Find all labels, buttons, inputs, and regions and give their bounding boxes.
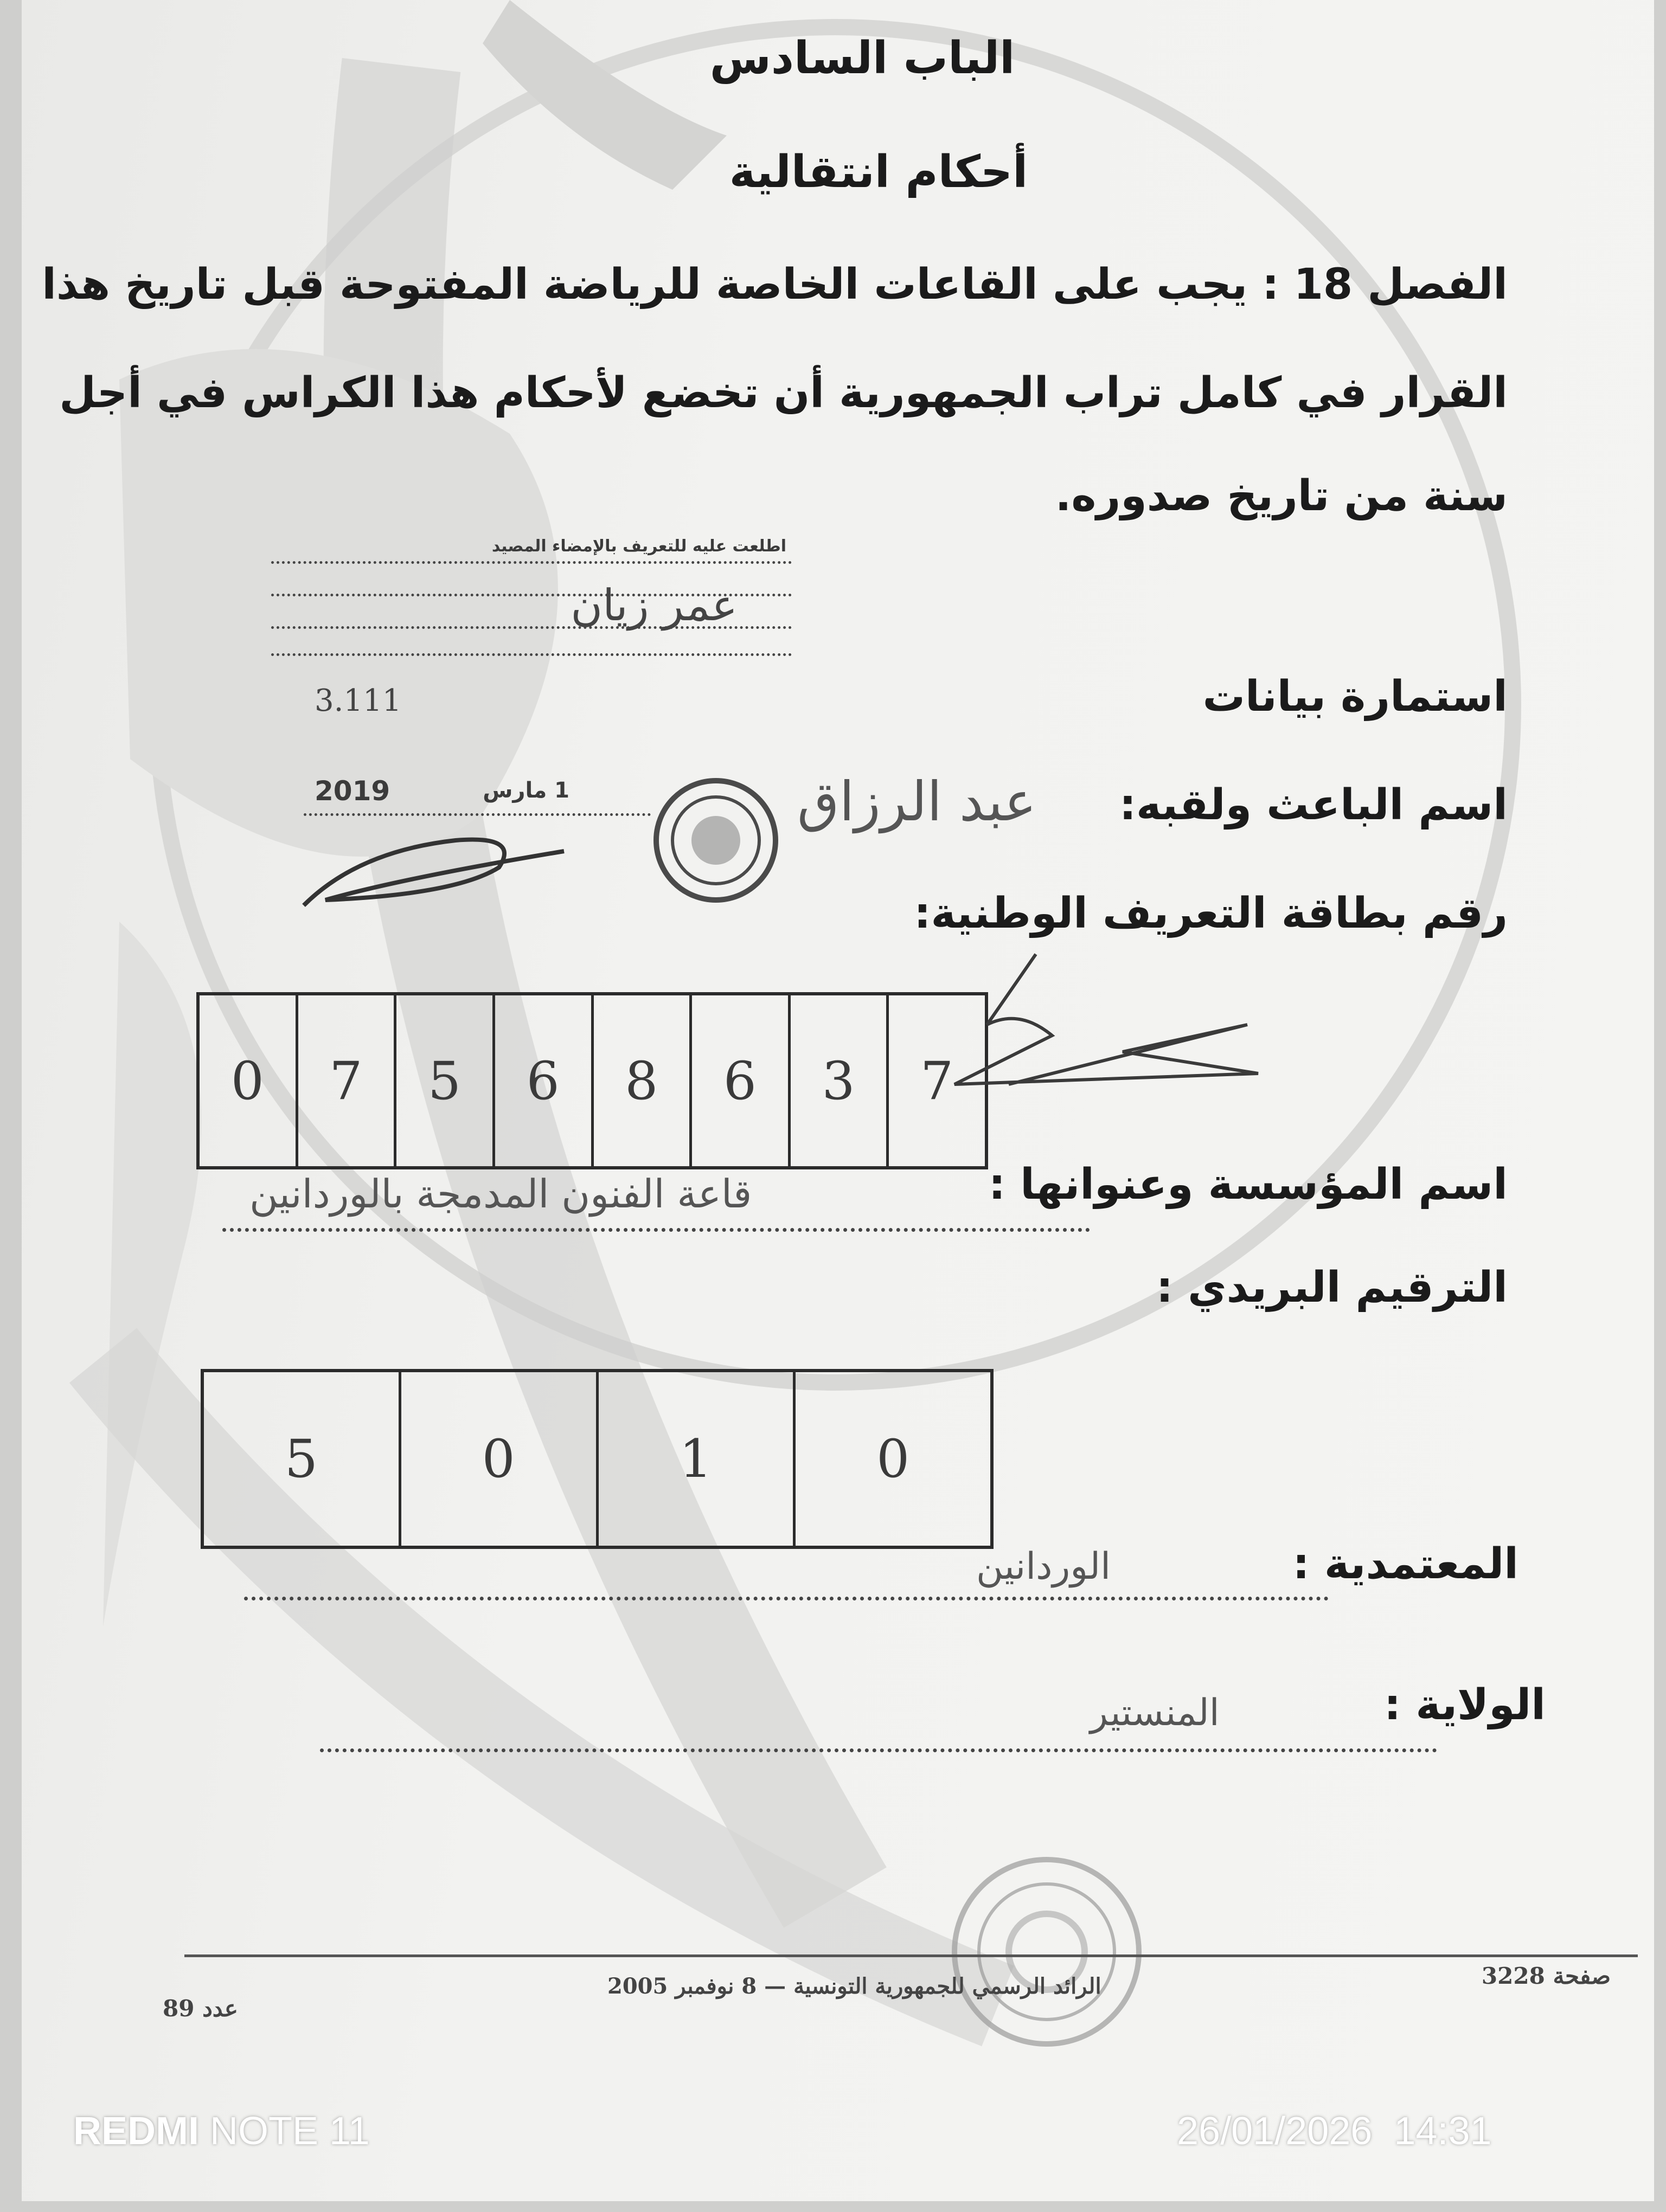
- stamp-header-text: اطلعت عليه للتعريف بالإمضاء المصيد: [491, 537, 786, 556]
- researcher-label: اسم الباعث ولقبه:: [1119, 781, 1508, 829]
- postal-digit-cell: 0: [793, 1372, 990, 1546]
- postal-code-label: الترقيم البريدي :: [1156, 1263, 1508, 1312]
- id-digit-cell: 3: [788, 995, 887, 1166]
- institution-label: اسم المؤسسة وعنوانها :: [988, 1160, 1508, 1209]
- camera-watermark-brand: [73, 2109, 370, 2153]
- article-line-1: الفصل 18 : يجب على القاعات الخاصة للرياضة المفتوحة قبل تاريخ هذا: [42, 260, 1508, 309]
- id-digit-cell: 5: [394, 995, 492, 1166]
- id-digit-cell: 7: [296, 995, 394, 1166]
- stamp-date-text: 1 مارس: [483, 778, 569, 803]
- institution-value: قاعة الفنون المدمجة بالوردانين: [249, 1171, 752, 1217]
- id-digit-cell: 6: [492, 995, 591, 1166]
- researcher-value: عبد الرزاق: [797, 770, 1037, 833]
- footer-issue-number: عدد 89: [163, 1995, 238, 2022]
- id-card-digits-grid: [196, 992, 988, 1169]
- official-round-stamp-icon: [944, 1849, 1150, 2055]
- governorate-label: الولاية :: [1384, 1681, 1546, 1729]
- handwritten-signature-icon: [944, 943, 1334, 1106]
- id-digit-cell: 7: [886, 995, 985, 1166]
- footer-page-number: صفحة 3228: [1481, 1963, 1611, 1989]
- delegation-value: الوردانين: [976, 1545, 1111, 1588]
- id-digit-cell: 6: [689, 995, 788, 1166]
- delegation-label: المعتمدية :: [1292, 1540, 1518, 1589]
- part-subtitle: أحكام انتقالية: [729, 146, 1028, 198]
- camera-watermark-timestamp: 26/01/2026 14:31: [1177, 2110, 1492, 2153]
- document-page: [22, 0, 1654, 2201]
- id-card-label: رقم بطاقة التعريف الوطنية:: [914, 889, 1508, 938]
- watermark-brand-model: NOTE 11: [210, 2110, 370, 2153]
- postal-code-digits-grid: [201, 1369, 994, 1549]
- form-title: استمارة بيانات: [1202, 672, 1508, 721]
- stamp-signature-icon: [293, 819, 575, 927]
- footer-journal-title: الرائد الرسمي للجمهورية التونسية — 8 نوفمبر 2005: [607, 1973, 1101, 1999]
- stamp-handwritten-name: عمر زيان: [571, 580, 738, 631]
- watermark-brand-bold: REDMI: [73, 2110, 199, 2153]
- part-title: الباب السادس: [709, 33, 1015, 84]
- stamp-amount: 3.111: [315, 683, 402, 718]
- id-digit-cell: 8: [591, 995, 690, 1166]
- postal-digit-cell: 0: [399, 1372, 596, 1546]
- id-digit-cell: 0: [230, 1050, 264, 1111]
- governorate-value: المنستير: [1090, 1692, 1220, 1734]
- footer-rule: [184, 1954, 1638, 1957]
- legalization-stamp: [271, 537, 803, 927]
- postal-digit-cell: 5: [284, 1429, 318, 1489]
- stamp-date-year: 2019: [315, 775, 390, 807]
- article-line-2: القرار في كامل تراب الجمهورية أن تخضع لأحكام هذا الكراس في أجل: [59, 369, 1508, 417]
- postal-digit-cell: 1: [596, 1372, 793, 1546]
- article-line-3: سنة من تاريخ صدوره.: [1055, 472, 1508, 520]
- official-round-seal-icon: [651, 775, 781, 905]
